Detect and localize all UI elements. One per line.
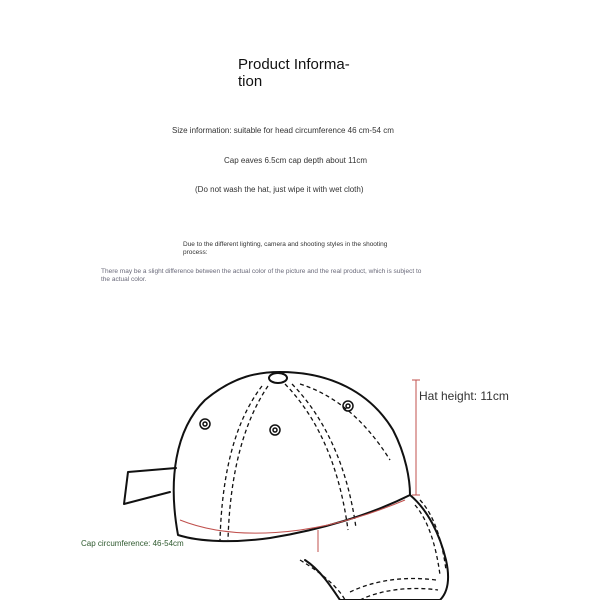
care-info: (Do not wash the hat, just wipe it with wet cloth) [195, 185, 364, 194]
cap-crown-outline [174, 372, 410, 541]
cap-front-stitch [300, 560, 345, 600]
title-line-1: Product Informa- [238, 56, 350, 73]
cap-eyelet-right [343, 401, 353, 411]
cap-seam-right [300, 384, 390, 460]
lighting-note-line-1: Due to the different lighting, camera and shooting styles in the shooting [183, 241, 388, 248]
color-disclaimer-line-1: There may be a slight difference between the actual color of the picture and the real product, which is subject to [101, 268, 422, 275]
cap-brim-stitch-3 [360, 588, 438, 600]
cap-seam-left-2 [228, 386, 268, 540]
title-line-2: tion [238, 73, 263, 90]
cap-brim-stitch-4 [350, 579, 436, 593]
color-disclaimer-line-2: the actual color. [101, 276, 147, 283]
circumference-line [180, 500, 405, 533]
hat-height-label: Hat height: 11cm [419, 389, 509, 403]
cap-eyelet-left [200, 419, 210, 429]
size-info: Size information: suitable for head circumference 46 cm-54 cm [172, 126, 394, 135]
cap-back-strap [124, 468, 176, 504]
cap-seam-left [220, 386, 262, 540]
cap-eyelet-center [270, 425, 280, 435]
cap-circumference-label: Cap circumference: 46-54cm [81, 539, 184, 548]
lighting-note-line-2: process: [183, 249, 208, 256]
cap-top-button [269, 373, 287, 383]
dimension-info: Cap eaves 6.5cm cap depth about 11cm [224, 156, 368, 165]
